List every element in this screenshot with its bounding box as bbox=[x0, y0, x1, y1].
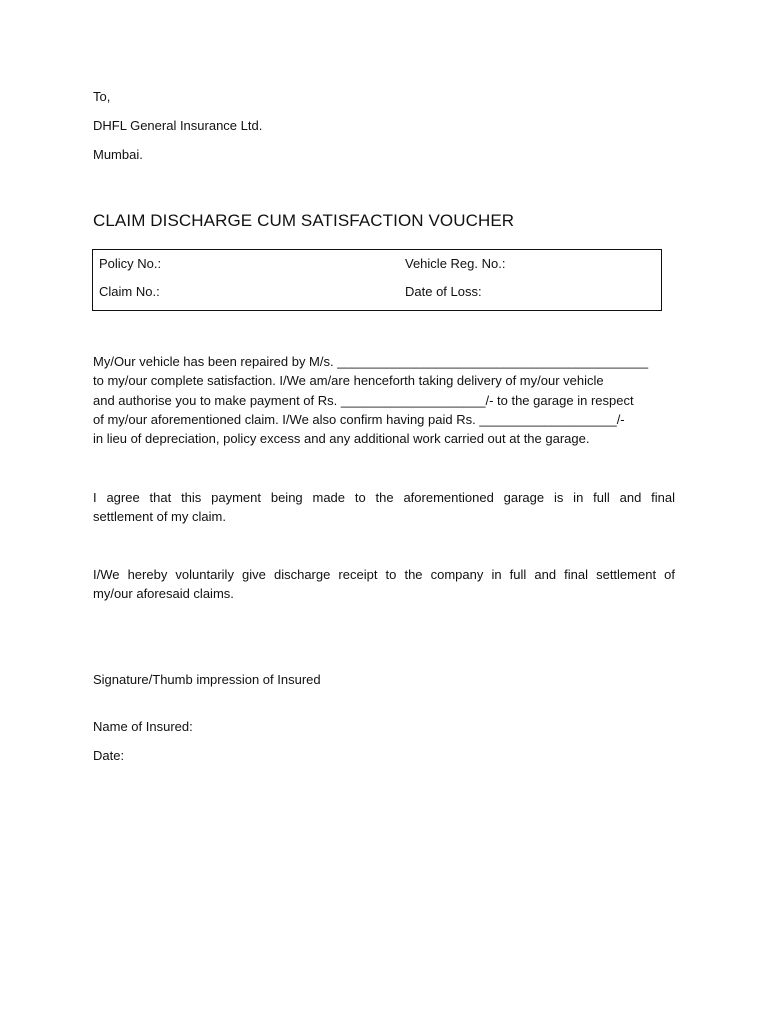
date-label: Date: bbox=[93, 748, 125, 763]
claim-info-box bbox=[92, 249, 662, 311]
policy-no-label: Policy No.: bbox=[99, 256, 162, 271]
paragraph-line: settlement of my claim. bbox=[93, 509, 226, 525]
repair-satisfaction-paragraph bbox=[93, 352, 675, 448]
address-city: Mumbai. bbox=[93, 147, 143, 162]
vehicle-reg-label: Vehicle Reg. No.: bbox=[405, 256, 506, 271]
signature-label: Signature/Thumb impression of Insured bbox=[93, 672, 321, 687]
address-salutation: To, bbox=[93, 89, 111, 104]
paragraph-line: I/We hereby voluntarily give discharge receipt to the company in full and final settlement of bbox=[93, 567, 675, 582]
name-of-insured-label: Name of Insured: bbox=[93, 719, 193, 734]
paragraph-line: I agree that this payment being made to the aforementioned garage is in full and final bbox=[93, 490, 675, 505]
date-of-loss-label: Date of Loss: bbox=[405, 284, 482, 299]
paragraph-line: My/Our vehicle has been repaired by M/s. ___________________________________________ bbox=[93, 354, 649, 369]
paragraph-line: of my/our aforementioned claim. I/We also confirm having paid Rs. ___________________/- bbox=[93, 411, 625, 427]
claim-no-label: Claim No.: bbox=[99, 284, 160, 299]
address-company: DHFL General Insurance Ltd. bbox=[93, 118, 263, 133]
document-title: CLAIM DISCHARGE CUM SATISFACTION VOUCHER bbox=[93, 211, 515, 230]
paragraph-line: in lieu of depreciation, policy excess and any additional work carried out at the garage. bbox=[93, 431, 590, 447]
paragraph-line: to my/our complete satisfaction. I/We am/are henceforth taking delivery of my/our vehicle bbox=[93, 373, 604, 389]
discharge-receipt-paragraph bbox=[93, 565, 675, 604]
paragraph-line: my/our aforesaid claims. bbox=[93, 586, 234, 602]
paragraph-line: and authorise you to make payment of Rs. ____________________/- to the garage in respect bbox=[93, 392, 634, 408]
settlement-agreement-paragraph bbox=[93, 488, 675, 527]
